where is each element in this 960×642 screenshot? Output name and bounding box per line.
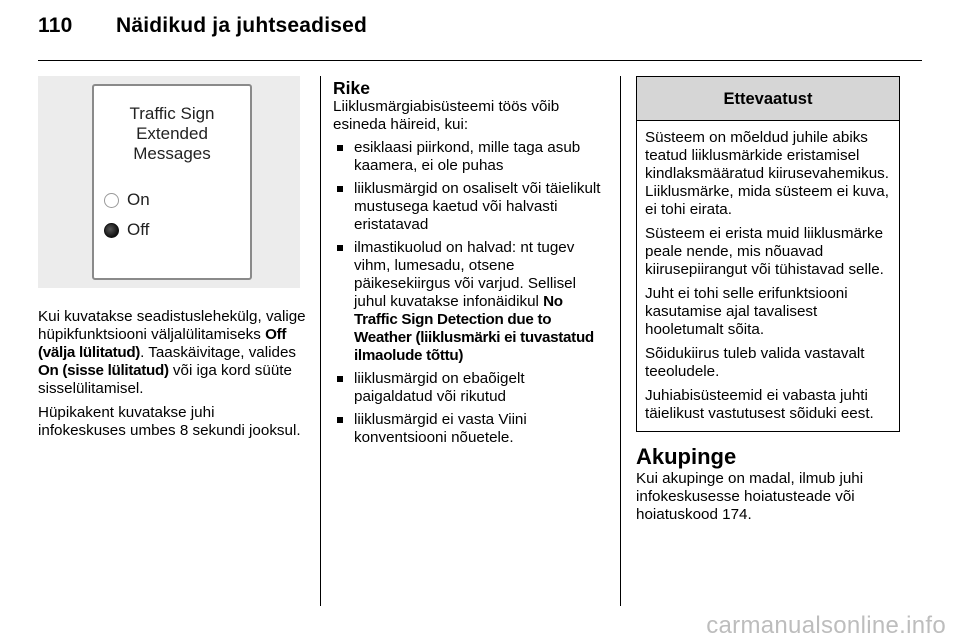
column-2	[333, 78, 605, 447]
column-1	[38, 76, 306, 446]
list-item: liiklusmärgid on ebaõigelt paigaldatud või rikutud	[333, 370, 605, 406]
option-on: On	[104, 190, 150, 210]
list-item: esiklaasi piirkond, mille taga asub kaamera, ei ole puhas	[333, 139, 605, 175]
paragraph: Sõidukiirus tuleb valida vastavalt teeoludele.	[645, 345, 865, 380]
bullet-icon	[337, 245, 343, 251]
radio-unselected-icon	[104, 193, 119, 208]
caution-title: Ettevaatust	[637, 77, 899, 121]
display-illustration	[38, 76, 300, 288]
paragraph: Juht ei tohi selle erifunktsiooni kasutamise ajal tavalisest hooletumalt sõita.	[645, 285, 848, 338]
watermark: carmanualsonline.info	[706, 612, 946, 639]
bullet-icon	[337, 145, 343, 151]
caution-body	[637, 121, 899, 431]
option-off: Off	[104, 220, 149, 240]
fault-list	[333, 139, 605, 447]
list-item: liiklusmärgid ei vasta Viini konventsiooni nõuetele.	[333, 411, 605, 447]
list-item: ilmastikuolud on halvad: nt tugev vihm, lumesadu, otsene päikesekiirgus või varjud. Sellisel juhul kuvatakse infonäidikul No Traffic Sign Detection due to Weather (liiklusmärki ei tuvastatud ilmaolude tõttu)	[333, 239, 605, 365]
bullet-icon	[337, 186, 343, 192]
screen-title: Traffic Sign Extended Messages	[129, 104, 215, 163]
paragraph: Süsteem ei erista muid liiklusmärke peale nende, mis nõuavad kiirusepiirangut või tühistavad selle.	[645, 225, 884, 278]
section-heading-rike: Rike	[333, 78, 370, 98]
col1-body	[38, 308, 306, 440]
paragraph: Hüpikakent kuvatakse juhi infokeskuses umbes 8 sekundi jooksul.	[38, 404, 301, 439]
radio-selected-icon	[104, 223, 119, 238]
paragraph: Kui kuvatakse seadistuslehekülg, valige hüpikfunktsiooni väljalülitamiseks Off (välja lülitatud). Taaskäivitage, valides On (sisse lülitatud) või iga kord süüte sisselülitamisel.	[38, 308, 306, 397]
page-title: Näidikud ja juhtseadised	[116, 14, 368, 37]
column-divider-1	[320, 76, 321, 606]
column-3	[636, 76, 900, 524]
page-number: 110	[38, 14, 73, 37]
column-divider-2	[620, 76, 621, 606]
bullet-icon	[337, 376, 343, 382]
bullet-icon	[337, 417, 343, 423]
akupinge-text: Kui akupinge on madal, ilmub juhi infokeskusesse hoiatusteade või hoiatuskood 174.	[636, 470, 864, 523]
caution-box	[636, 76, 900, 432]
intro-text: Liiklusmärgiabisüsteemi töös võib esineda häireid, kui:	[333, 98, 560, 133]
list-item: liiklusmärgid on osaliselt või täielikult mustusega kaetud või halvasti eristatavad	[333, 180, 605, 234]
settings-screen	[92, 84, 252, 280]
paragraph: Süsteem on mõeldud juhile abiks teatud liiklusmärkide eristamisel kindlaksmääratud kiirusevahemikus. Liiklusmärke, mida süsteem ei kuva, ei tohi eirata.	[645, 129, 889, 218]
paragraph: Juhiabisüsteemid ei vabasta juhti täielikust vastutusest sõiduki eest.	[645, 387, 874, 422]
section-heading-akupinge: Akupinge	[636, 444, 737, 469]
page-header	[38, 14, 367, 38]
header-divider	[38, 60, 922, 61]
